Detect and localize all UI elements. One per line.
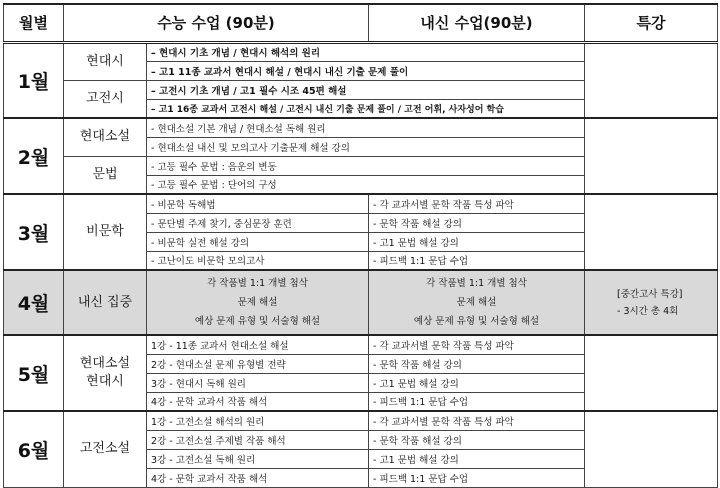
table-row <box>4 42 718 61</box>
table-row <box>4 411 718 430</box>
curriculum-item: - 현대소설 기본 개념 / 현대소설 독해 원리 <box>147 118 585 137</box>
month-cell: 2월 <box>4 118 64 194</box>
curriculum-item: 4강 - 문학 교과서 작품 해석 <box>147 392 369 411</box>
curriculum-line: 예상 문제 유형 및 서술형 해설 <box>194 316 321 327</box>
header-special: 특강 <box>585 4 718 42</box>
special-cell <box>585 411 718 487</box>
naesin-item: - 피드백 1:1 문답 수업 <box>369 392 585 411</box>
curriculum-item: 2강 - 현대소설 문제 유형별 전략 <box>147 354 369 373</box>
curriculum-item: - 비문학 독해법 <box>147 194 369 213</box>
naesin-item: - 문학 작품 해설 강의 <box>369 213 585 232</box>
curriculum-item: – 고1 11종 교과서 현대시 해설 / 현대시 내신 기출 문제 풀이 <box>147 61 585 80</box>
curriculum-block <box>147 270 369 335</box>
curriculum-item: - 고난이도 비문학 모의고사 <box>147 251 369 270</box>
curriculum-item: 4강 - 문학 교과서 작품 해석 <box>147 468 369 487</box>
table-row <box>4 335 718 354</box>
header-month: 월별 <box>4 4 64 42</box>
curriculum-item: - 문단별 주제 찾기, 중심문장 훈련 <box>147 213 369 232</box>
naesin-item: - 고1 문법 해설 강의 <box>369 232 585 251</box>
table-row <box>4 194 718 213</box>
naesin-item: - 고1 문법 해설 강의 <box>369 373 585 392</box>
subject-cell: 고전소설 <box>64 411 147 487</box>
naesin-block <box>369 270 585 335</box>
curriculum-line: 문제 해설 <box>237 297 278 308</box>
special-cell <box>585 42 718 118</box>
schedule-table <box>3 3 718 488</box>
special-cell <box>585 335 718 411</box>
month-cell: 6월 <box>4 411 64 487</box>
header-row <box>4 4 718 42</box>
curriculum-item: - 현대소설 내신 및 모의고사 기출문제 해설 강의 <box>147 137 585 156</box>
subject-line: 현대소설 <box>79 356 131 371</box>
month-cell: 1월 <box>4 42 64 118</box>
curriculum-item: – 고1 16종 교과서 고전시 해설 / 고전시 내신 기출 문제 풀이 / 고전 어휘, 사자성어 학습 <box>147 99 585 118</box>
naesin-item: - 각 교과서별 문학 작품 특성 파악 <box>369 194 585 213</box>
month-cell: 5월 <box>4 335 64 411</box>
month-cell: 3월 <box>4 194 64 270</box>
naesin-item: - 피드백 1:1 문답 수업 <box>369 468 585 487</box>
naesin-item: - 각 교과서별 문학 작품 특성 파악 <box>369 411 585 430</box>
table-row <box>4 118 718 137</box>
curriculum-item: 1강 - 고전소설 해석의 원리 <box>147 411 369 430</box>
curriculum-line: 각 작품별 1:1 개별 첨삭 <box>207 278 308 289</box>
month-cell: 4월 <box>4 270 64 335</box>
subject-cell: 현대시 <box>64 42 147 80</box>
curriculum-item: 2강 - 고전소설 주제별 작품 해석 <box>147 430 369 449</box>
naesin-item: - 문학 작품 해설 강의 <box>369 354 585 373</box>
naesin-item: - 문학 작품 해설 강의 <box>369 430 585 449</box>
special-title: [중간고사 특강] <box>617 288 683 300</box>
curriculum-item: – 현대시 기초 개념 / 현대시 해석의 원리 <box>147 42 585 61</box>
curriculum-item: – 고전시 기초 개념 / 고1 필수 시조 45편 해설 <box>147 80 585 99</box>
naesin-line: 예상 문제 유형 및 서술형 해설 <box>413 316 540 327</box>
special-cell <box>585 194 718 270</box>
subject-cell: 현대소설 <box>64 118 147 156</box>
special-cell <box>585 270 718 335</box>
curriculum-item: - 고등 필수 문법 : 단어의 구성 <box>147 175 585 194</box>
curriculum-item: - 고등 필수 문법 : 음운의 변동 <box>147 156 585 175</box>
naesin-item: - 피드백 1:1 문답 수업 <box>369 251 585 270</box>
curriculum-item: - 비문학 실전 해설 강의 <box>147 232 369 251</box>
curriculum-item: 1강 - 11종 교과서 현대소설 해설 <box>147 335 369 354</box>
special-detail: - 3시간 총 4회 <box>617 305 679 317</box>
naesin-line: 각 작품별 1:1 개별 첨삭 <box>426 278 527 289</box>
subject-cell: 내신 집중 <box>64 270 147 335</box>
table-row <box>4 270 718 335</box>
naesin-item: - 각 교과서별 문학 작품 특성 파악 <box>369 335 585 354</box>
curriculum-item: 3강 - 고전소설 독해 원리 <box>147 449 369 468</box>
naesin-line: 문제 해설 <box>456 297 497 308</box>
header-naesin: 내신 수업(90분) <box>369 4 585 42</box>
naesin-item: - 고1 문법 해설 강의 <box>369 449 585 468</box>
header-suneung: 수능 수업 (90분) <box>64 4 369 42</box>
subject-cell <box>64 335 147 411</box>
subject-line: 현대시 <box>86 374 124 389</box>
subject-cell: 비문학 <box>64 194 147 270</box>
special-cell <box>585 118 718 194</box>
subject-cell: 문법 <box>64 156 147 194</box>
subject-cell: 고전시 <box>64 80 147 118</box>
curriculum-item: 3강 - 현대시 독해 원리 <box>147 373 369 392</box>
